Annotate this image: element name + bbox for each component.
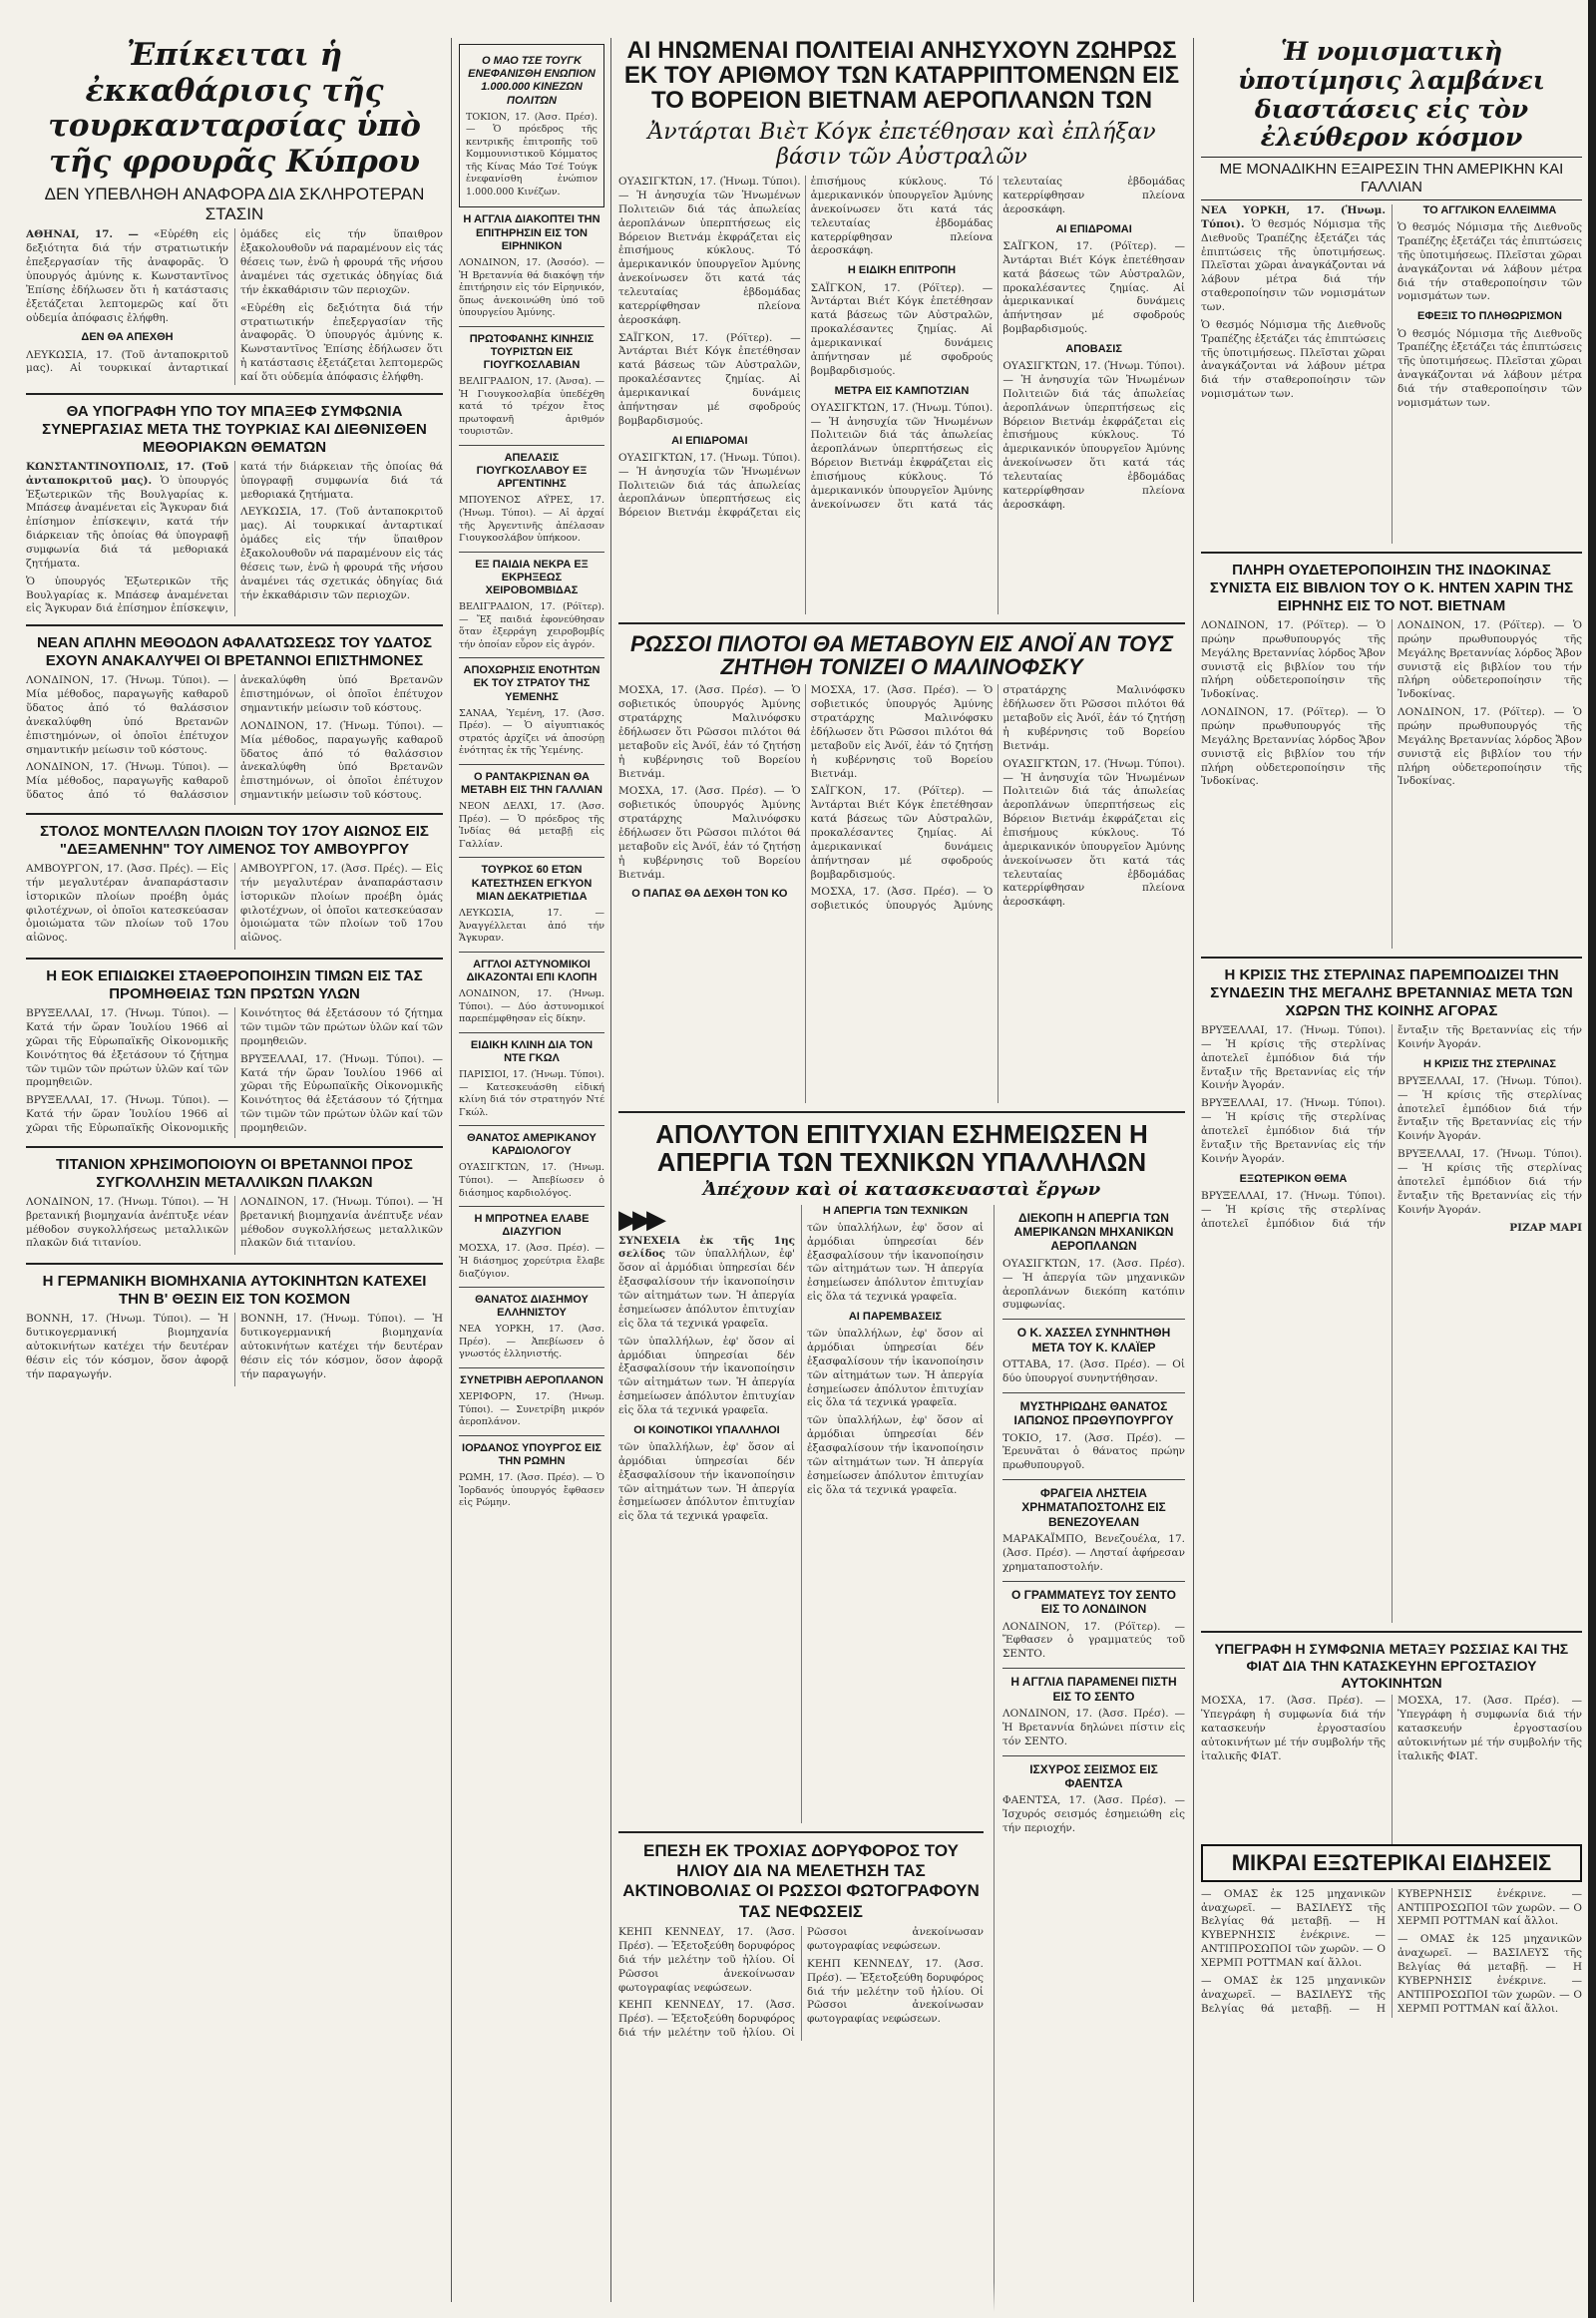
article-body: ΟΥΑΣΙΓΚΤΩΝ, 17. (Ἡνωμ. Τύποι). — Ἡ ἀνησυχία τῶν Ἡνωμένων Πολιτειῶν διά τάς ἀπωλείας ἀεροπλάνων ὑπερπτήσεως εἰς Βόρειον Βιετνάμ ἐκφράζεται εἰς ἐπισήμους κύκλους. Τό ἀμερικανικόν ὑπουργεῖον Ἀμύνης ἀνεκοίνωσεν ὅτι κατά τάς τελευταίας ἑβδομάδας κατερρίφθησαν πλείονα ἀεροσκάφη. [618,176,994,520]
brief-body: ΝΕΟΝ ΔΕΛΧΙ, 17. (Ἀσσ. Πρέσ). — Ὁ πρόεδρος τῆς Ἰνδίας θά μεταβῇ εἰς Γαλλίαν. [459,801,604,850]
brief-headline: ΙΟΡΔΑΝΟΣ ΥΠΟΥΡΓΟΣ ΕΙΣ ΤΗΝ ΡΩΜΗΝ [462,1441,601,1467]
brief-headline: ΙΣΧΥΡΟΣ ΣΕΙΣΜΟΣ ΕΙΣ ΦΑΕΝΤΣΑ [1029,1761,1158,1790]
article-headline: ΘΑ ΥΠΟΓΡΑΦΗ ΥΠΟ ΤΟΥ ΜΠΑΞΕΦ ΣΥΜΦΩΝΙΑ ΣΥΝΕΡΓΑΣΙΑΣ ΜΕΤΑ ΤΗΣ ΤΟΥΡΚΙΑΣ ΚΑΙ ΔΙΕΘΝΙΣΘΕΝ ΜΕΘΟΡΙΑΚΩΝ ΘΕΜΑΤΩΝ [42,402,427,456]
brief-body: ΜΠΟΥΕΝΟΣ ΑΫΡΕΣ, 17. (Ἡνωμ. Τύποι). — Αἱ ἀρχαί τῆς Ἀργεντινῆς ἀπέλασαν Γιουγκοσλάβον ὑπήκοον. [459,495,604,545]
article-body-2: ΒΡΥΞΕΛΛΑΙ, 17. (Ἡνωμ. Τύποι). — Κατά τήν ὥραν Ἰουλίου 1966 αἱ χῶραι τῆς Εὐρωπαϊκῆς Οἰκονομικῆς Κοινότητος θά ἐξετάσουν τό ζήτημα τῶν τιμῶν τῶν πρώτων ὑλῶν καί τῶν προμηθειῶν. [26,1007,443,1135]
inner-subhead: Η ΚΡΙΣΙΣ ΤΗΣ ΣΤΕΡΛΙΝΑΣ [1422,1057,1557,1070]
banner-headline-vietnam: ΑΙ ΗΝΩΜΕΝΑΙ ΠΟΛΙΤΕΙΑΙ ΑΝΗΣΥΧΟΥΝ ΖΩΗΡΩΣ ΕΚ ΤΟΥ ΑΡΙΘΜΟΥ ΤΩΝ ΚΑΤΑΡΡΙΠΤΟΜΕΝΩΝ ΕΙΣ ΤΟ ΒΟΡΕΙΟΝ ΒΙΕΤΝΑΜ ΑΕΡΟΠΛΑΝΩΝ ΤΩΝ [623,38,1180,115]
lead-inner-subhead: ΔΕΝ ΘΑ ΑΠΕΧΘΗ [81,331,174,344]
brief-body: ΛΟΝΔΙΝΟΝ, 17. (Ἀσσόσ). — Ἡ Βρεταννία θά διακόψῃ τήν ἐπιτήρησιν εἰς τόν Εἰρηνικόν, ὅπως ἀνεκοινώθη ὑπό τοῦ ὑπουργείου Ἀμύνης. [459,257,604,319]
article-body: ΒΡΥΞΕΛΛΑΙ, 17. (Ἡνωμ. Τύποι). — Ἡ κρίσις τῆς στερλίνας ἀποτελεῖ ἐμπόδιον διά τήν ἔνταξιν τῆς Βρεταννίας εἰς τήν Κοινήν Ἀγοράν. [1201,1024,1386,1092]
brief-headline: ΕΞ ΠΑΙΔΙΑ ΝΕΚΡΑ ΕΞ ΕΚΡΗΞΕΩΣ ΧΕΙΡΟΒΟΜΒΙΔΑΣ [475,558,589,596]
article-body: ΝΕΑ ΥΟΡΚΗ, 17. (Ἡνωμ. Τύποι). Ὁ θεσμός Νόμισμα τῆς Διεθνοῦς Τραπέζης ἐξετάζει τάς ἐπιπτώσεις τῆς ὑποτιμήσεως. Πλεῖσται χῶραι ἀναγκάζονται νά λάβουν μέτρα διά τήν σταθεροποίησιν τῶν νομισμάτων των. [1201,204,1386,314]
boxed-brief [459,44,604,207]
continuation-arrows-icon: ▶▶▶ [618,1204,660,1235]
brief-body: ΜΟΣΧΑ, 17. (Ἀσσ. Πρέσ). — Ἡ διάσημος χορεύτρια ἔλαβε διαζύγιον. [459,1243,604,1280]
brief-body: ΤΟΚΙΟΝ, 17. (Ἀσσ. Πρέσ). — Ὁ πρόεδρος τῆς κεντρικῆς ἐπιτροπῆς τοῦ Κομμουνιστικοῦ Κόμματος τῆς Κίνας Μάο Τσέ Τούγκ ἐνεφανίσθη ἐνώπιον 1.000.000 Κινέζων. [466,111,598,197]
inner-subhead: ΑΙ ΕΠΙΔΡΟΜΑΙ [671,434,748,447]
article-body: ΜΟΣΧΑ, 17. (Ἀσσ. Πρέσ). — Ὁ σοβιετικός ὑπουργός Ἀμύνης στρατάρχης Μαλινόφσκυ ἐδήλωσεν ὅτι Ρῶσσοι πιλότοι θά μεταβοῦν εἰς Ἀνόϊ, ἐάν τό ζητήσῃ ἡ κυβέρνησις τοῦ Βορείου Βιετνάμ. [618,785,801,881]
inner-subhead: ΑΙ ΠΑΡΕΜΒΑΣΕΙΣ [848,1310,943,1323]
article-body: ΚΕΗΠ ΚΕΝΝΕΔΥ, 17. (Ἀσσ. Πρέσ). — Ἐξετοξεύθη δορυφόρος διά τήν μελέτην τοῦ ἡλίου. Οἱ Ρῶσσοι ἀνεκοίνωσαν φωτογραφίας νεφώσεων. [618,1926,984,2040]
inner-subhead: ΕΞΩΤΕΡΙΚΟΝ ΘΕΜΑ [1239,1172,1348,1185]
brief-headline: ΣΥΝΕΤΡΙΒΗ ΑΕΡΟΠΛΑΝΟΝ [460,1374,603,1386]
brief-headline: ΑΠΕΛΑΣΙΣ ΓΙΟΥΓΚΟΣΛΑΒΟΥ ΕΞ ΑΡΓΕΝΤΙΝΗΣ [476,451,588,491]
page-edge [1588,0,1596,2318]
article-body: ΟΥΑΣΙΓΚΤΩΝ, 17. (Ἡνωμ. Τύποι). — Ἡ ἀνησυχία τῶν Ἡνωμένων Πολιτειῶν διά τάς ἀπωλείας ἀεροπλάνων ὑπερπτήσεως εἰς Βόρειον Βιετνάμ ἐκφράζεται εἰς ἐπισήμους κύκλους. Τό ἀμερικανικόν ὑπουργεῖον Ἀμύνης ἀνεκοίνωσεν ὅτι κατά τάς τελευταίας ἑβδομάδας κατερρίφθησαν πλείονα ἀεροσκάφη. [1002,757,1185,909]
brief-headline: ΦΡΑΓΕΙΑ ΛΗΣΤΕΙΑ ΧΡΗΜΑΤΑΠΟΣΤΟΛΗΣ ΕΙΣ ΒΕΝΕΖΟΥΕΛΑΝ [1021,1486,1166,1529]
brief-headline: ΔΙΕΚΟΠΗ Η ΑΠΕΡΓΙΑ ΤΩΝ ΑΜΕΡΙΚΑΝΩΝ ΜΗΧΑΝΙΚΩΝ ΑΕΡΟΠΛΑΝΩΝ [1013,1210,1174,1254]
brief-headline: ΜΥΣΤΗΡΙΩΔΗΣ ΘΑΝΑΤΟΣ ΙΑΠΩΝΟΣ ΠΡΩΘΥΠΟΥΡΓΟΥ [1013,1398,1174,1428]
brief-body: ΒΕΛΙΓΡΑΔΙΟΝ, 17. (Ἀνσα). — Ἡ Γιουγκοσλαβία ὑπεδέχθη κατά τό τρέχον ἔτος πρωτοφανῆ ἀριθμόν τουριστῶν. [459,376,604,438]
column-rule [610,38,611,2302]
strike-subheadline: Ἀπέχουν καὶ οἱ κατασκευασταὶ ἔργων [702,1178,1101,1200]
brief-body: ΤΟΚΙΟ, 17. (Ἀσσ. Πρέσ). — Ἐρευνᾶται ὁ θάνατος πρώην πρωθυπουργοῦ. [1002,1431,1185,1472]
article-headline: Η ΓΕΡΜΑΝΙΚΗ ΒΙΟΜΗΧΑΝΙΑ ΑΥΤΟΚΙΝΗΤΩΝ ΚΑΤΕΧΕΙ ΤΗΝ Β' ΘΕΣΙΝ ΕΙΣ ΤΟΝ ΚΟΣΜΟΝ [42,1273,427,1309]
column-right [1201,38,1582,2312]
brief-body: ΝΕΑ ΥΟΡΚΗ, 17. (Ἀσσ. Πρέσ). — Ἀπεβίωσεν ὁ γνωστός ἑλληνιστής. [459,1324,604,1360]
inner-subhead: ΟΙ ΚΟΙΝΟΤΙΚΟΙ ΥΠΑΛΛΗΛΟΙ [633,1423,780,1436]
article-headline: ΝΕΑΝ ΑΠΛΗΝ ΜΕΘΟΔΟΝ ΑΦΑΛΑΤΩΣΕΩΣ ΤΟΥ ΥΔΑΤΟΣ ΕΧΟΥΝ ΑΝΑΚΑΛΥΨΕΙ ΟΙ ΒΡΕΤΑΝΝΟΙ ΕΠΙΣΤΗΜΟΝΕΣ [36,634,433,670]
article-body: ΚΩΝΣΤΑΝΤΙΝΟΥΠΟΛΙΣ, 17. (Τοῦ ἀνταποκριτοῦ μας). Ὁ ὑπουργός Ἐξωτερικῶν τῆς Βουλγαρίας κ. Μπάσεφ ἀναμένεται εἰς Ἄγκυραν διά ἐπίσημον ἐπίσκεψιν, κατά τήν διάρκειαν τῆς ὁποίας θά ὑπογραφῇ συμφωνία διά τά μεθοριακά ζητήματα. [26,460,228,570]
article-body: ΛΟΝΔΙΝΟΝ, 17. (Ρόϊτερ). — Ὁ πρώην πρωθυπουργός τῆς Μεγάλης Βρεταννίας λόρδος Ἄβον συνιστᾷ εἰς βιβλίον του τήν πλήρη οὐδετεροποίησιν τῆς Ἰνδοκίνας. [1397,706,1582,788]
column-middle [618,38,1185,2312]
inner-subhead: ΕΦΕΞΙΣ ΤΟ ΠΛΗΘΩΡΙΣΜΟΝ [1417,310,1562,323]
brief-body: ΠΑΡΙΣΙΟΙ, 17. (Ἡνωμ. Τύποι). — Κατεσκευάσθη εἰδική κλίνη διά τόν στρατηγόν Ντέ Γκώλ. [459,1068,604,1118]
brief-headline: ΘΑΝΑΤΟΣ ΔΙΑΣΗΜΟΥ ΕΛΛΗΝΙΣΤΟΥ [475,1294,589,1320]
lead-headline: Ἐπίκειται ἡ ἐκκαθάρισις τῆς τουρκανταρσίας ὑπὸ τῆς φρουρᾶς Κύπρου [48,38,421,180]
article-body-2: Ὁ ὑπουργός Ἐξωτερικῶν τῆς Βουλγαρίας κ. Μπάσεφ ἀναμένεται εἰς Ἄγκυραν διά ἐπίσημον ἐπίσκεψιν, κατά τήν διάρκειαν τῆς ὁποίας θά ὑπογραφῇ συμφωνία διά τά μεθοριακά ζητήματα. [26,460,443,615]
article-body: ΣΑΪΓΚΟΝ, 17. (Ρόϊτερ). — Ἀντάρται Βιέτ Κόγκ ἐπετέθησαν κατά βάσεως τῶν Αὐστραλῶν, προκαλέσαντες ζημίας. Αἱ ἀμερικανικαί δυνάμεις ἀπήντησαν μέ σφοδρούς βομβαρδισμούς. [810,785,994,881]
article-body: Ὁ θεσμός Νόμισμα τῆς Διεθνοῦς Τραπέζης ἐξετάζει τάς ἐπιπτώσεις τῆς ὑποτιμήσεως. Πλεῖσται χῶραι ἀναγκάζονται νά λάβουν μέτρα διά τήν σταθεροποίησιν τῶν νομισμάτων των. [1397,327,1582,409]
article-body: Ὁ θεσμός Νόμισμα τῆς Διεθνοῦς Τραπέζης ἐξετάζει τάς ἐπιπτώσεις τῆς ὑποτιμήσεως. Πλεῖσται χῶραι ἀναγκάζονται νά λάβουν μέτρα διά τήν σταθεροποίησιν τῶν νομισμάτων των. [1397,221,1582,303]
headline-malinovsky: ΡΩΣΣΟΙ ΠΙΛΟΤΟΙ ΘΑ ΜΕΤΑΒΟΥΝ ΕΙΣ ΑΝΟΪ ΑΝ ΤΟΥΣ ΖΗΤΗΘΗ ΤΟΝΙΖΕΙ Ο ΜΑΛΙΝΟΦΣΚΥ [629,631,1174,680]
article-body: ΣΑΪΓΚΟΝ, 17. (Ρόϊτερ). — Ἀντάρται Βιέτ Κόγκ ἐπετέθησαν κατά βάσεως τῶν Αὐστραλῶν, προκαλέσαντες ζημίας. Αἱ ἀμερικανικαί δυνάμεις ἀπήντησαν μέ σφοδρούς βομβαρδισμούς. [1002,239,1185,336]
article-headline: ΤΙΤΑΝΙΟΝ ΧΡΗΣΙΜΟΠΟΙΟΥΝ ΟΙ ΒΡΕΤΑΝΝΟΙ ΠΡΟΣ ΣΥΓΚΟΛΛΗΣΙΝ ΜΕΤΑΛΛΙΚΩΝ ΠΛΑΚΩΝ [56,1155,413,1191]
article-body: ΜΟΣΧΑ, 17. (Ἀσσ. Πρέσ). — Ὑπεγράφη ἡ συμφωνία διά τήν κατασκευήν ἐργοστασίου αὐτοκινήτων μέ τήν συμβολήν τῆς ἰταλικῆς ΦΙΑΤ. [1397,1695,1582,1762]
article-body: ΒΡΥΞΕΛΛΑΙ, 17. (Ἡνωμ. Τύποι). — Ἡ κρίσις τῆς στερλίνας ἀποτελεῖ ἐμπόδιον διά τήν ἔνταξιν τῆς Βρεταννίας εἰς τήν Κοινήν Ἀγοράν. [1201,1097,1386,1165]
article-body: ΒΡΥΞΕΛΛΑΙ, 17. (Ἡνωμ. Τύποι). — Ἡ κρίσις τῆς στερλίνας ἀποτελεῖ ἐμπόδιον διά τήν ἔνταξιν τῆς Βρεταννίας εἰς τήν Κοινήν Ἀγοράν. [1397,1148,1582,1216]
article-body: — ΟΜΑΣ ἐκ 125 μηχανικῶν ἀναχωρεῖ. — ΒΑΣΙΛΕΥΣ τῆς Βελγίας θά μεταβῇ. — Η ΚΥΒΕΡΝΗΣΙΣ ἐνέκρινε. — ΑΝΤΙΠΡΟΣΩΠΟΙ τῶν χωρῶν. — Ο ΧΕΡΜΠ ΡΟΤΤΜΑΝ καί ἄλλοι. [1201,1887,1386,1969]
inner-subhead: Ο ΠΑΠΑΣ ΘΑ ΔΕΧΘΗ ΤΟΝ ΚΟ [631,888,788,901]
article-body-3: ΒΡΥΞΕΛΛΑΙ, 17. (Ἡνωμ. Τύποι). — Κατά τήν ὥραν Ἰουλίου 1966 αἱ χῶραι τῆς Εὐρωπαϊκῆς Οἰκονομικῆς Κοινότητος θά ἐξετάσουν τό ζήτημα τῶν τιμῶν τῶν πρώτων ὑλῶν καί τῶν προμηθειῶν. [240,1052,443,1135]
article-body: ΜΟΣΧΑ, 17. (Ἀσσ. Πρέσ). — Ὑπεγράφη ἡ συμφωνία διά τήν κατασκευήν ἐργοστασίου αὐτοκινήτων μέ τήν συμβολήν τῆς ἰταλικῆς ΦΙΑΤ. [1201,1695,1386,1762]
brief-body: ΜΑΡΑΚΑΪΜΠΟ, Βενεζουέλα, 17. (Ἀσσ. Πρέσ). — Λησταί ἀφήρεσαν χρηματαποστολήν. [1002,1533,1185,1573]
article-body: ΜΟΣΧΑ, 17. (Ἀσσ. Πρέσ). — Ὁ σοβιετικός ὑπουργός Ἀμύνης στρατάρχης Μαλινόφσκυ ἐδήλωσεν ὅτι Ρῶσσοι πιλότοι θά μεταβοῦν εἰς Ἀνόϊ, ἐάν τό ζητήσῃ ἡ κυβέρνησις τοῦ Βορείου Βιετνάμ. [618,684,801,780]
article-body: Ὁ θεσμός Νόμισμα τῆς Διεθνοῦς Τραπέζης ἐξετάζει τάς ἐπιπτώσεις τῆς ὑποτιμήσεως. Πλεῖσται χῶραι ἀναγκάζονται νά λάβουν μέτρα διά τήν σταθεροποίησιν τῶν νομισμάτων των. [1201,318,1386,401]
brief-body: ΡΩΜΗ, 17. (Ἀσσ. Πρέσ). — Ὁ Ἰορδανός ὑπουργός ἔφθασεν εἰς Ρώμην. [459,1472,604,1509]
article-body: ΛΟΝΔΙΝΟΝ, 17. (Ἡνωμ. Τύποι). — Μία μέθοδος, παραγωγῆς καθαροῦ ὕδατος ἀπό τό θαλάσσιον ἀνεκαλύφθη ὑπό Βρετανῶν ἐπιστημόνων, οἱ ὁποῖοι ἐπέτυχον σημαντικήν μείωσιν τοῦ κόστους. [26,674,228,756]
brief-headline: ΕΙΔΙΚΗ ΚΛΙΝΗ ΔΙΑ ΤΟΝ ΝΤΕ ΓΚΩΛ [470,1038,594,1064]
article-body: ΑΜΒΟΥΡΓΟΝ, 17. (Ἀσσ. Πρές). — Εἰς τήν μεγαλυτέραν ἀναπαράστασιν ἱστορικῶν πλοίων προέβη ὁμάς φιλοτέχνων, οἱ ὁποῖοι κατεσκεύασαν ὁμοιώματα τῶν πλοίων τοῦ 17ου αἰῶνος. [26,862,228,945]
brief-body: ΟΤΤΑΒΑ, 17. (Ἀσσ. Πρέσ). — Οἱ δύο ὑπουργοί συνηντήθησαν. [1002,1358,1185,1384]
brief-body: ΒΕΛΙΓΡΑΔΙΟΝ, 17. (Ρόϊτερ). — Ἔξ παιδιά ἐφονεύθησαν ὅταν ἐξερράγη χειροβομβίς τήν ὁποίαν εὗρον εἰς ἀγρόν. [459,601,604,650]
currency-headline: Ἡ νομισματικὴ ὑποτίμησις λαμβάνει διαστάσεις εἰς τὸν ἐλεύθερον κόσμον [1238,38,1545,153]
article-body: ΣΑΪΓΚΟΝ, 17. (Ρόϊτερ). — Ἀντάρται Βιέτ Κόγκ ἐπετέθησαν κατά βάσεως τῶν Αὐστραλῶν, προκαλέσαντες ζημίας. Αἱ ἀμερικανικαί δυνάμεις ἀπήντησαν μέ σφοδρούς βομβαρδισμούς. [810,281,994,377]
article-body: ΟΥΑΣΙΓΚΤΩΝ, 17. (Ἡνωμ. Τύποι). — Ἡ ἀνησυχία τῶν Ἡνωμένων Πολιτειῶν διά τάς ἀπωλείας ἀεροπλάνων ὑπερπτήσεως εἰς Βόρειον Βιετνάμ ἐκφράζεται εἰς ἐπισήμους κύκλους. Τό ἀμερικανικόν ὑπουργεῖον Ἀμύνης ἀνεκοίνωσεν ὅτι κατά τάς τελευταίας ἑβδομάδας κατερρίφθησαν πλείονα ἀεροσκάφη. [1002,360,1185,511]
inner-subhead: ΑΙ ΕΠΙΔΡΟΜΑΙ [1055,222,1132,235]
brief-body: ΧΕΡΙΦΟΡΝ, 17. (Ἡνωμ. Τύποι). — Συνετρίβη μικρόν ἀεροπλάνον. [459,1391,604,1428]
brief-body: ΦΑΕΝΤΣΑ, 17. (Ἀσσ. Πρέσ). — Ἰσχυρός σεισμός ἐσημειώθη εἰς τήν περιοχήν. [1002,1794,1185,1835]
column-rule [451,38,452,2302]
article-body: ΛΟΝΔΙΝΟΝ, 17. (Ρόϊτερ). — Ὁ πρώην πρωθυπουργός τῆς Μεγάλης Βρεταννίας λόρδος Ἄβον συνιστᾷ εἰς βιβλίον του τήν πλήρη οὐδετεροποίησιν τῆς Ἰνδοκίνας. [1201,706,1386,788]
brief-headline: Ο ΜΑΟ ΤΣΕ ΤΟΥΓΚ ΕΝΕΦΑΝΙΣΘΗ ΕΝΩΠΙΟΝ 1.000.000 ΚΙΝΕΖΩΝ ΠΟΛΙΤΩΝ [468,55,596,107]
article-body: τῶν ὑπαλλήλων, ἐφ' ὅσον αἱ ἀρμόδιαι ὑπηρεσίαι δέν ἐξασφαλίσουν τήν ἱκανοποίησιν τῶν αἰτημάτων των. Ἡ ἀπεργία ἐσημείωσεν ἀπόλυτον ἐπιτυχίαν εἰς ὅλα τά τεχνικά γραφεῖα. [618,1335,795,1416]
column-left [26,38,443,2312]
article-body: ΜΟΣΧΑ, 17. (Ἀσσ. Πρέσ). — Ὁ σοβιετικός ὑπουργός Ἀμύνης στρατάρχης Μαλινόφσκυ ἐδήλωσεν ὅτι Ρῶσσοι πιλότοι θά μεταβοῦν εἰς Ἀνόϊ, ἐάν τό ζητήσῃ ἡ κυβέρνησις τοῦ Βορείου Βιετνάμ. [810,684,1185,913]
brief-headline: ΑΠΟΧΩΡΗΣΙΣ ΕΝΟΤΗΤΩΝ ΕΚ ΤΟΥ ΣΤΡΑΤΟΥ ΤΗΣ ΥΕΜΕΝΗΣ [463,664,600,703]
brief-headline: ΑΓΓΛΟΙ ΑΣΤΥΝΟΜΙΚΟΙ ΔΙΚΑΖΟΝΤΑΙ ΕΠΙ ΚΛΟΠΗ [466,958,598,983]
article-body-3: ΛΕΥΚΩΣΙΑ, 17. (Τοῦ ἀνταποκριτοῦ μας). Αἱ τουρκικαί ἀνταρτικαί ὁμάδες εἰς τήν ὕπαιθρον ἐξακολουθοῦν νά παραμένουν εἰς τάς θέσεις των, ἐνῶ ἡ φρουρά τῆς νήσου ἀναμένει τάς σχετικάς ὁδηγίας διά τήν ἐκκαθάρισιν τῶν περιοχῶν. [240,506,443,601]
section-header-minor-news: ΜΙΚΡΑΙ ΕΞΩΤΕΡΙΚΑΙ ΕΙΔΗΣΕΙΣ [1201,1844,1582,1881]
article-body: — ΟΜΑΣ ἐκ 125 μηχανικῶν ἀναχωρεῖ. — ΒΑΣΙΛΕΥΣ τῆς Βελγίας θά μεταβῇ. — Η ΚΥΒΕΡΝΗΣΙΣ ἐνέκρινε. — ΑΝΤΙΠΡΟΣΩΠΟΙ τῶν χωρῶν. — Ο ΧΕΡΜΠ ΡΟΤΤΜΑΝ καί ἄλλοι. [1397,1933,1582,2015]
banner-subheadline: Ἀντάρται Βιὲτ Κόγκ ἐπετέθησαν καὶ ἐπλήξαν βάσιν τῶν Αὐστραλῶν [647,119,1156,170]
article-body: — ΟΜΑΣ ἐκ 125 μηχανικῶν ἀναχωρεῖ. — ΒΑΣΙΛΕΥΣ τῆς Βελγίας θά μεταβῇ. — Η ΚΥΒΕΡΝΗΣΙΣ ἐνέκρινε. — ΑΝΤΙΠΡΟΣΩΠΟΙ τῶν χωρῶν. — Ο ΧΕΡΜΠ ΡΟΤΤΜΑΝ καί ἄλλοι. [1201,1887,1582,2015]
article-body: τῶν ὑπαλλήλων, ἐφ' ὅσον αἱ ἀρμόδιαι ὑπηρεσίαι δέν ἐξασφαλίσουν τήν ἱκανοποίησιν τῶν αἰτημάτων των. Ἡ ἀπεργία ἐσημείωσεν ἀπόλυτον ἐπιτυχίαν εἰς ὅλα τά τεχνικά γραφεῖα. [807,1221,984,1304]
brief-headline: ΘΑΝΑΤΟΣ ΑΜΕΡΙΚΑΝΟΥ ΚΑΡΔΙΟΛΟΓΟΥ [467,1132,597,1158]
article-body: ΒΡΥΞΕΛΛΑΙ, 17. (Ἡνωμ. Τύποι). — Ἡ κρίσις τῆς στερλίνας ἀποτελεῖ ἐμπόδιον διά τήν ἔνταξιν τῆς Βρεταννίας εἰς τήν Κοινήν Ἀγοράν. [1201,1024,1582,1230]
article-body: ΣΥΝΕΧΕΙΑ ἐκ τῆς 1ης σελίδος τῶν ὑπαλλήλων, ἐφ' ὅσον αἱ ἀρμόδιαι ὑπηρεσίαι δέν ἐξασφαλίσουν τήν ἱκανοποίησιν τῶν αἰτημάτων των. Ἡ ἀπεργία ἐσημείωσεν ἀπόλυτον ἐπιτυχίαν εἰς ὅλα τά τεχνικά γραφεῖα. [618,1234,795,1330]
brief-headline: Η ΜΠΡΟΤΝΕΑ ΕΛΑΒΕ ΔΙΑΖΥΓΙΟΝ [474,1213,590,1239]
brief-body: ΛΟΝΔΙΝΟΝ, 17. (Ἡνωμ. Τύποι). — Δύο ἀστυνομικοί παρεπέμφθησαν εἰς δίκην. [459,988,604,1025]
column-rule [1193,38,1194,2302]
article-body: τῶν ὑπαλλήλων, ἐφ' ὅσον αἱ ἀρμόδιαι ὑπηρεσίαι δέν ἐξασφαλίσουν τήν ἱκανοποίησιν τῶν αἰτημάτων των. Ἡ ἀπεργία ἐσημείωσεν ἀπόλυτον ἐπιτυχίαν εἰς ὅλα τά τεχνικά γραφεῖα. [807,1414,984,1496]
inner-subhead: Η ΑΠΕΡΓΙΑ ΤΩΝ ΤΕΧΝΙΚΩΝ [822,1204,969,1217]
brief-body: ΛΟΝΔΙΝΟΝ, 17. (Ἀσσ. Πρέσ). — Ἡ Βρεταννία δηλώνει πίστιν εἰς τόν ΣΕΝΤΟ. [1002,1707,1185,1747]
brief-headline: Ο Κ. ΧΑΣΣΕΛ ΣΥΝΗΝΤΗΘΗ ΜΕΤΑ ΤΟΥ Κ. ΚΛΑΪΕΡ [1016,1326,1171,1354]
inner-subhead: ΑΠΟΒΑΣΙΣ [1065,342,1122,355]
brief-headline: ΤΟΥΡΚΟΣ 60 ΕΤΩΝ ΚΑΤΕΣΤΗΣΕΝ ΕΓΚΥΟΝ ΜΙΑΝ ΔΕΚΑΤΡΙΕΤΙΔΑ [471,864,593,903]
currency-subheadline: ΜΕ ΜΟΝΑΔΙΚΗΝ ΕΞΑΙΡΕΣΙΝ ΤΗΝ ΑΜΕΡΙΚΗΝ ΚΑΙ ΓΑΛΛΙΑΝ [1201,157,1582,200]
article-body: ΣΑΪΓΚΟΝ, 17. (Ρόϊτερ). — Ἀντάρται Βιέτ Κόγκ ἐπετέθησαν κατά βάσεως τῶν Αὐστραλῶν, προκαλέσαντες ζημίας. Αἱ ἀμερικανικαί δυνάμεις ἀπήντησαν μέ σφοδρούς βομβαρδισμούς. [618,331,801,427]
article-body: ΟΥΑΣΙΓΚΤΩΝ, 17. (Ἡνωμ. Τύποι). — Ἡ ἀνησυχία τῶν Ἡνωμένων Πολιτειῶν διά τάς ἀπωλείας ἀεροπλάνων ὑπερπτήσεως εἰς Βόρειον Βιετνάμ ἐκφράζεται εἰς ἐπισήμους κύκλους. Τό ἀμερικανικόν ὑπουργεῖον Ἀμύνης ἀνεκοίνωσεν ὅτι κατά τάς τελευταίας ἑβδομάδας κατερρίφθησαν πλείονα ἀεροσκάφη. [618,176,801,326]
article-body: ΜΟΣΧΑ, 17. (Ἀσσ. Πρέσ). — Ὁ σοβιετικός ὑπουργός Ἀμύνης στρατάρχης Μαλινόφσκυ ἐδήλωσεν ὅτι Ρῶσσοι πιλότοι θά μεταβοῦν εἰς Ἀνόϊ, ἐάν τό ζητήσῃ ἡ κυβέρνησις τοῦ Βορείου Βιετνάμ. [810,684,994,780]
brief-body: ΛΟΝΔΙΝΟΝ, 17. (Ρόϊτερ). — Ἔφθασεν ὁ γραμματεύς τοῦ ΣΕΝΤΟ. [1002,1620,1185,1661]
article-body: ΛΟΝΔΙΝΟΝ, 17. (Ρόϊτερ). — Ὁ πρώην πρωθυπουργός τῆς Μεγάλης Βρεταννίας λόρδος Ἄβον συνιστᾷ εἰς βιβλίον του τήν πλήρη οὐδετεροποίησιν τῆς Ἰνδοκίνας. [1397,619,1582,701]
column-briefs [459,38,604,2312]
article-body: ΟΥΑΣΙΓΚΤΩΝ, 17. (Ἡνωμ. Τύποι). — Ἡ ἀνησυχία τῶν Ἡνωμένων Πολιτειῶν διά τάς ἀπωλείας ἀεροπλάνων ὑπερπτήσεως εἰς Βόρειον Βιετνάμ ἐκφράζεται εἰς ἐπισήμους κύκλους. Τό ἀμερικανικόν ὑπουργεῖον Ἀμύνης ἀνεκοίνωσεν ὅτι κατά τάς τελευταίας ἑβδομάδας κατερρίφθησαν πλείονα ἀεροσκάφη. [810,176,1185,511]
lead-subheadline: ΔΕΝ ΥΠΕΒΛΗΘΗ ΑΝΑΦΟΡΑ ΔΙΑ ΣΚΛΗΡΟΤΕΡΑΝ ΣΤΑΣΙΝ [44,184,425,223]
inner-subhead: ΜΕΤΡΑ ΕΙΣ ΚΑΜΠΟΤΖΙΑΝ [834,384,970,397]
article-headline: Η ΕΟΚ ΕΠΙΔΙΩΚΕΙ ΣΤΑΘΕΡΟΠΟΙΗΣΙΝ ΤΙΜΩΝ ΕΙΣ ΤΑΣ ΠΡΟΜΗΘΕΙΑΣ ΤΩΝ ΠΡΩΤΩΝ ΥΛΩΝ [46,967,423,1003]
article-headline: Η ΚΡΙΣΙΣ ΤΗΣ ΣΤΕΡΛΙΝΑΣ ΠΑΡΕΜΠΟΔΙΖΕΙ ΤΗΝ ΣΥΝΔΕΣΙΝ ΤΗΣ ΜΕΓΑΛΗΣ ΒΡΕΤΑΝΝΙΑΣ ΜΕΤΑ ΤΩΝ ΧΩΡΩΝ ΤΗΣ ΚΟΙΝΗΣ ΑΓΟΡΑΣ [1210,966,1573,1019]
lead-body-2: ΛΕΥΚΩΣΙΑ, 17. (Τοῦ ἀνταποκριτοῦ μας). Αἱ τουρκικαί ἀνταρτικαί ὁμάδες εἰς τήν ὕπαιθρον ἐξακολουθοῦν νά παραμένουν εἰς τάς θέσεις των, ἐνῶ ἡ φρουρά τῆς νήσου ἀναμένει τάς σχετικάς ὁδηγίας διά τήν ἐκκαθάρισιν τῶν περιοχῶν. [26,228,443,375]
headline-strike: ΑΠΟΛΥΤΟΝ ΕΠΙΤΥΧΙΑΝ ΕΣΗΜΕΙΩΣΕΝ Η ΑΠΕΡΓΙΑ ΤΩΝ ΤΕΧΝΙΚΩΝ ΥΠΑΛΛΗΛΩΝ [655,1119,1148,1177]
article-body: ΛΟΝΔΙΝΟΝ, 17. (Ἡνωμ. Τύποι). — Ἡ βρετανική βιομηχανία ἀνέπτυξε νέαν μέθοδον συγκολλήσεως μεταλλικῶν πλακῶν διά τιτανίου. [26,1195,228,1250]
article-body: ΒΡΥΞΕΛΛΑΙ, 17. (Ἡνωμ. Τύποι). — Ἡ κρίσις τῆς στερλίνας ἀποτελεῖ ἐμπόδιον διά τήν ἔνταξιν τῆς Βρεταννίας εἰς τήν Κοινήν Ἀγοράν. [1397,1074,1582,1143]
brief-body: ΟΥΑΣΙΓΚΤΩΝ, 17. (Ἡνωμ. Τύποι). — Ἀπεβίωσεν ὁ διάσημος καρδιολόγος. [459,1162,604,1199]
article-body: ΛΟΝΔΙΝΟΝ, 17. (Ρόϊτερ). — Ὁ πρώην πρωθυπουργός τῆς Μεγάλης Βρεταννίας λόρδος Ἄβον συνιστᾷ εἰς βιβλίον του τήν πλήρη οὐδετεροποίησιν τῆς Ἰνδοκίνας. [1201,619,1386,701]
lead-body-3: «Εὑρέθη εἰς δεξιότητα διά τήν στρατιωτικήν ἐπεξεργασίαν τῆς ἀναφορᾶς. Ὁ ὑπουργός ἀμύνης κ. Κωνσταντῖνος Ἐπίσης ἐδήλωσεν ὅτι ἡ κατάστασις ἐξετάζεται λεπτομερῶς καί ὅτι οὐδεμία ἀπόφασις ἐλήφθη. [240,301,443,383]
brief-body: ΛΕΥΚΩΣΙΑ, 17. — Ἀναγγέλλεται ἀπό τήν Ἄγκυραν. [459,908,604,945]
article-body: ΚΕΗΠ ΚΕΝΝΕΔΥ, 17. (Ἀσσ. Πρέσ). — Ἐξετοξεύθη δορυφόρος διά τήν μελέτην τοῦ ἡλίου. Οἱ Ρῶσσοι ἀνεκοίνωσαν φωτογραφίας νεφώσεων. [807,1957,984,2026]
brief-body: ΣΑΝΑΑ, Ὑεμένη, 17. (Ἀσσ. Πρέσ). — Ὁ αἰγυπτιακός στρατός ἀρχίζει νά ἀποσύρῃ ἐνότητας ἐκ τῆς Ὑεμένης. [459,707,604,757]
brief-body: ΟΥΑΣΙΓΚΤΩΝ, 17. (Ἀσσ. Πρέσ). — Ἡ ἀπεργία τῶν μηχανικῶν ἀεροπλάνων διεκόπη κατόπιν συμφωνίας. [1002,1257,1185,1312]
brief-headline: Ο ΡΑΝΤΑΚΡΙΣΝΑΝ ΘΑ ΜΕΤΑΒΗ ΕΙΣ ΤΗΝ ΓΑΛΛΙΑΝ [461,770,602,797]
article-body: ΚΕΗΠ ΚΕΝΝΕΔΥ, 17. (Ἀσσ. Πρέσ). — Ἐξετοξεύθη δορυφόρος διά τήν μελέτην τοῦ ἡλίου. Οἱ Ρῶσσοι ἀνεκοίνωσαν φωτογραφίας νεφώσεων. [618,1926,795,1994]
article-body-2: ΒΟΝΝΗ, 17. (Ἡνωμ. Τύποι). — Ἡ δυτικογερμανική βιομηχανία αὐτοκινήτων κατέχει τήν δευτέραν θέσιν εἰς τόν κόσμον, ὅσον ἀφορᾷ τήν παραγωγήν. [240,1313,443,1380]
article-body-3: ΛΟΝΔΙΝΟΝ, 17. (Ἡνωμ. Τύποι). — Μία μέθοδος, παραγωγῆς καθαροῦ ὕδατος ἀπό τό θαλάσσιον ἀνεκαλύφθη ὑπό Βρετανῶν ἐπιστημόνων, οἱ ὁποῖοι ἐπέτυχον σημαντικήν μείωσιν τοῦ κόστους. [240,719,443,802]
article-headline: ΠΛΗΡΗ ΟΥΔΕΤΕΡΟΠΟΙΗΣΙΝ ΤΗΣ ΙΝΔΟΚΙΝΑΣ ΣΥΝΙΣΤΑ ΕΙΣ ΒΙΒΛΙΟΝ ΤΟΥ Ο Κ. ΗΝΤΕΝ ΧΑΡΙΝ ΤΗΣ ΕΙΡΗΝΗΣ ΕΙΣ ΤΟ ΝΟΤ. ΒΙΕΤΝΑΜ [1209,562,1574,614]
inner-subhead: Η ΕΙΔΙΚΗ ΕΠΙΤΡΟΠΗ [847,264,957,277]
satellite-headline: ΕΠΕΣΗ ΕΚ ΤΡΟΧΙΑΣ ΔΟΡΥΦΟΡΟΣ ΤΟΥ ΗΛΙΟΥ ΔΙΑ ΝΑ ΜΕΛΕΤΗΣΗ ΤΑΣ ΑΚΤΙΝΟΒΟΛΙΑΣ ΟΙ ΡΩΣΣΟΙ ΦΩΤΟΓΡΑΦΟΥΝ ΤΑΣ ΝΕΦΩΣΕΙΣ [622,1840,980,1921]
article-body-2: ΑΜΒΟΥΡΓΟΝ, 17. (Ἀσσ. Πρές). — Εἰς τήν μεγαλυτέραν ἀναπαράστασιν ἱστορικῶν πλοίων προέβη ὁμάς φιλοτέχνων, οἱ ὁποῖοι κατεσκεύασαν ὁμοιώματα τῶν πλοίων τοῦ 17ου αἰῶνος. [240,862,443,945]
brief-headline: Η ΑΓΓΛΙΑ ΔΙΑΚΟΠΤΕΙ ΤΗΝ ΕΠΙΤΗΡΗΣΙΝ ΕΙΣ ΤΟΝ ΕΙΡΗΝΙΚΟΝ [463,213,600,252]
brief-headline: Ο ΓΡΑΜΜΑΤΕΥΣ ΤΟΥ ΣΕΝΤΟ ΕΙΣ ΤΟ ΛΟΝΔΙΝΟΝ [1011,1587,1176,1617]
brief-headline: ΠΡΩΤΟΦΑΝΗΣ ΚΙΝΗΣΙΣ ΤΟΥΡΙΣΤΩΝ ΕΙΣ ΓΙΟΥΓΚΟΣΛΑΒΙΑΝ [469,332,595,372]
article-body-2: ΛΟΝΔΙΝΟΝ, 17. (Ἡνωμ. Τύποι). — Ἡ βρετανική βιομηχανία ἀνέπτυξε νέαν μέθοδον συγκολλήσεως μεταλλικῶν πλακῶν διά τιτανίου. [240,1195,443,1250]
article-headline: ΣΤΟΛΟΣ ΜΟΝΤΕΛΛΩΝ ΠΛΟΙΩΝ ΤΟΥ 17ΟΥ ΑΙΩΝΟΣ ΕΙΣ "ΔΕΞΑΜΕΝΗΝ" ΤΟΥ ΛΙΜΕΝΟΣ ΤΟΥ ΑΜΒΟΥΡΓΟΥ [40,822,429,858]
article-body: τῶν ὑπαλλήλων, ἐφ' ὅσον αἱ ἀρμόδιαι ὑπηρεσίαι δέν ἐξασφαλίσουν τήν ἱκανοποίησιν τῶν αἰτημάτων των. Ἡ ἀπεργία ἐσημείωσεν ἀπόλυτον ἐπιτυχίαν εἰς ὅλα τά τεχνικά γραφεῖα. [618,1440,795,1523]
article-headline: ΥΠΕΓΡΑΦΗ Η ΣΥΜΦΩΝΙΑ ΜΕΤΑΞΥ ΡΩΣΣΙΑΣ ΚΑΙ ΤΗΣ ΦΙΑΤ ΔΙΑ ΤΗΝ ΚΑΤΑΣΚΕΥΗΝ ΕΡΓΟΣΤΑΣΙΟΥ ΑΥΤΟΚΙΝΗΤΩΝ [1214,1641,1569,1691]
article-body-2: ΛΟΝΔΙΝΟΝ, 17. (Ἡνωμ. Τύποι). — Μία μέθοδος, παραγωγῆς καθαροῦ ὕδατος ἀπό τό θαλάσσιον ἀνεκαλύφθη ὑπό Βρετανῶν ἐπιστημόνων, οἱ ὁποῖοι ἐπέτυχον σημαντικήν μείωσιν τοῦ κόστους. [26,674,443,802]
author-signature: ΡΙΖΑΡ ΜΑΡΙ [1509,1221,1582,1234]
inner-subhead: ΤΟ ΑΓΓΛΙΚΟΝ ΕΛΛΕΙΜΜΑ [1422,204,1557,216]
brief-headline: Η ΑΓΓΛΙΑ ΠΑΡΑΜΕΝΕΙ ΠΙΣΤΗ ΕΙΣ ΤΟ ΣΕΝΤΟ [1010,1675,1177,1704]
lead-body: ΑΘΗΝΑΙ, 17. — «Εὑρέθη εἰς δεξιότητα διά τήν στρατιωτικήν ἐπεξεργασίαν τῆς ἀναφορᾶς. Ὁ ὑπουργός ἀμύνης κ. Κωνσταντῖνος Ἐπίσης ἐδήλωσεν ὅτι ἡ κατάστασις ἐξετάζεται λεπτομερῶς καί ὅτι οὐδεμία ἀπόφασις ἐλήφθη. [26,228,228,324]
article-body: τῶν ὑπαλλήλων, ἐφ' ὅσον αἱ ἀρμόδιαι ὑπηρεσίαι δέν ἐξασφαλίσουν τήν ἱκανοποίησιν τῶν αἰτημάτων των. Ἡ ἀπεργία ἐσημείωσεν ἀπόλυτον ἐπιτυχίαν εἰς ὅλα τά τεχνικά γραφεῖα. [807,1328,984,1409]
article-body: ΒΟΝΝΗ, 17. (Ἡνωμ. Τύποι). — Ἡ δυτικογερμανική βιομηχανία αὐτοκινήτων κατέχει τήν δευτέραν θέσιν εἰς τόν κόσμον, ὅσον ἀφορᾷ τήν παραγωγήν. [26,1313,228,1380]
article-body: ΒΡΥΞΕΛΛΑΙ, 17. (Ἡνωμ. Τύποι). — Κατά τήν ὥραν Ἰουλίου 1966 αἱ χῶραι τῆς Εὐρωπαϊκῆς Οἰκονομικῆς Κοινότητος θά ἐξετάσουν τό ζήτημα τῶν τιμῶν τῶν πρώτων ὑλῶν καί τῶν προμηθειῶν. [26,1007,228,1089]
